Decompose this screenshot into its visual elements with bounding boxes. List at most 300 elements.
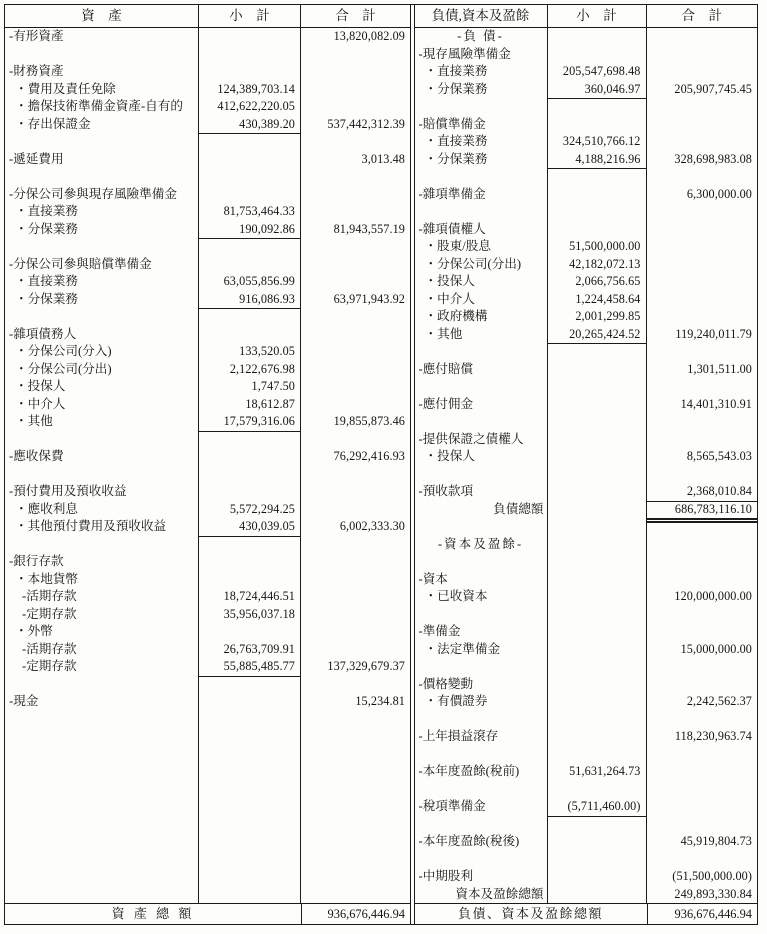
total-cell xyxy=(647,256,758,274)
total-cell xyxy=(301,781,410,799)
table-row xyxy=(415,606,758,624)
subtotal-cell: 18,724,446.51 xyxy=(199,588,301,606)
table-row xyxy=(415,361,758,379)
table-row xyxy=(5,378,410,396)
total-cell: 1,301,511.00 xyxy=(687,361,752,376)
balance-sheet xyxy=(4,4,758,925)
total-cell xyxy=(647,308,758,326)
total-cell xyxy=(301,711,410,729)
total-cell xyxy=(647,413,758,431)
row-label-cell xyxy=(5,46,199,64)
total-cell: 537,442,312.39 xyxy=(327,116,405,131)
subtotal-cell xyxy=(199,308,301,326)
table-row xyxy=(415,326,758,344)
row-label-cell xyxy=(5,798,199,816)
table-row xyxy=(5,291,410,309)
table-row xyxy=(415,781,758,799)
subtotal-cell: 4,188,216.96 xyxy=(548,151,647,170)
total-cell xyxy=(647,46,758,64)
row-label-cell: ・分保公司(分出) xyxy=(415,256,548,274)
table-row xyxy=(415,431,758,449)
table-row xyxy=(415,868,758,886)
total-cell xyxy=(301,273,410,291)
total-cell xyxy=(301,238,410,256)
subtotal-cell xyxy=(199,781,301,799)
row-label-cell xyxy=(5,728,199,746)
table-row xyxy=(5,728,410,746)
subtotal-cell xyxy=(199,623,301,641)
table-row xyxy=(5,623,410,641)
total-cell: 137,329,679.37 xyxy=(327,659,405,673)
table-row xyxy=(5,781,410,799)
total-cell: 45,919,804.73 xyxy=(680,834,752,848)
row-label-cell: ・存出保證金 xyxy=(5,116,199,135)
subtotal-cell: 430,039.05 xyxy=(199,518,301,537)
table-row xyxy=(5,868,410,886)
row-label-cell: ・本地貨幣 xyxy=(5,571,199,589)
row-label-cell: ・擔保技術準備金資產-自有的 xyxy=(5,98,199,116)
total-cell xyxy=(301,378,410,396)
table-row xyxy=(5,343,410,361)
table-row xyxy=(415,588,758,606)
table-row xyxy=(415,553,758,571)
subtotal-cell xyxy=(548,518,647,536)
subtotal-cell xyxy=(199,728,301,746)
subtotal-cell: 412,622,220.05 xyxy=(199,98,301,116)
row-label-cell: -本年度盈餘(稅前) xyxy=(415,763,548,781)
subtotal-cell xyxy=(548,658,647,676)
subtotal-cell xyxy=(548,746,647,764)
total-cell xyxy=(301,833,410,851)
total-cell xyxy=(301,431,410,449)
row-label-cell: -分保公司參與賠償準備金 xyxy=(5,256,199,274)
total-cell: 118,230,963.74 xyxy=(674,729,752,743)
table-row xyxy=(5,273,410,291)
table-row xyxy=(5,553,410,571)
table-row xyxy=(5,886,410,904)
table-row xyxy=(5,98,410,116)
row-label-cell: ・直接業務 xyxy=(415,63,548,81)
subtotal-cell: 190,092.86 xyxy=(199,221,301,240)
subtotal-cell xyxy=(199,536,301,554)
total-cell xyxy=(647,116,758,134)
subtotal-cell: 360,046.97 xyxy=(548,81,647,100)
row-label-cell xyxy=(415,781,548,799)
subtotal-cell xyxy=(199,431,301,449)
row-label-cell: -應付佣金 xyxy=(415,396,548,414)
table-row xyxy=(5,466,410,484)
table-row xyxy=(415,28,758,46)
total-cell: 328,698,983.08 xyxy=(674,151,752,166)
subtotal-cell xyxy=(548,606,647,624)
total-cell xyxy=(301,588,410,606)
subtotal-cell xyxy=(199,833,301,851)
row-label-cell xyxy=(415,466,548,484)
row-label-cell: ・分保公司(分入) xyxy=(5,343,199,361)
row-label-cell: -資本及盈餘- xyxy=(415,536,548,554)
assets-subtotal-column-header: 小 計 xyxy=(199,5,301,27)
table-row xyxy=(5,448,410,466)
table-row xyxy=(5,46,410,64)
total-cell xyxy=(301,256,410,274)
table-row xyxy=(5,833,410,851)
table-row xyxy=(415,641,758,659)
row-label-cell: -雜項債務人 xyxy=(5,326,199,344)
subtotal-cell xyxy=(199,483,301,501)
subtotal-cell xyxy=(199,168,301,186)
table-row xyxy=(415,571,758,589)
total-cell xyxy=(647,623,758,641)
table-row xyxy=(415,711,758,729)
total-cell xyxy=(647,221,758,239)
total-cell xyxy=(647,798,758,817)
total-cell xyxy=(647,63,758,81)
table-row xyxy=(5,746,410,764)
subtotal-cell xyxy=(199,63,301,81)
subtotal-cell xyxy=(548,728,647,746)
row-label-cell xyxy=(5,851,199,869)
table-row xyxy=(415,851,758,869)
table-row xyxy=(415,378,758,396)
table-row xyxy=(415,448,758,466)
subtotal-cell xyxy=(548,116,647,134)
subtotal-cell: 124,389,703.14 xyxy=(199,81,301,99)
liabilities-equity-table xyxy=(414,5,758,924)
row-label-cell xyxy=(5,868,199,886)
subtotal-cell xyxy=(548,448,647,466)
row-label-cell xyxy=(415,98,548,116)
row-label-cell: 資本及盈餘總額 xyxy=(415,886,548,904)
table-row xyxy=(415,308,758,326)
total-cell xyxy=(647,606,758,624)
table-row xyxy=(5,641,410,659)
subtotal-cell xyxy=(548,343,647,361)
total-cell xyxy=(301,501,410,519)
table-row xyxy=(5,133,410,151)
total-cell xyxy=(301,676,410,694)
assets-column-header: 資 產 xyxy=(5,5,199,27)
row-label-cell: -有形資產 xyxy=(5,28,199,46)
subtotal-cell xyxy=(199,28,301,46)
subtotal-cell: 81,753,464.33 xyxy=(199,203,301,221)
table-row xyxy=(415,273,758,291)
total-cell xyxy=(301,98,410,116)
table-row xyxy=(5,658,410,676)
subtotal-cell xyxy=(548,221,647,239)
row-label-cell xyxy=(5,676,199,694)
subtotal-cell xyxy=(199,326,301,344)
total-cell: 3,013.48 xyxy=(361,151,405,166)
row-label-cell xyxy=(5,168,199,186)
table-row xyxy=(415,63,758,81)
subtotal-cell xyxy=(548,186,647,204)
row-label-cell xyxy=(5,536,199,554)
total-cell: 2,242,562.37 xyxy=(686,694,752,708)
subtotal-cell xyxy=(199,798,301,816)
table-row xyxy=(5,151,410,169)
total-cell xyxy=(647,851,758,869)
total-cell xyxy=(647,763,758,781)
total-cell: 81,943,557.19 xyxy=(333,221,405,236)
total-cell xyxy=(301,483,410,501)
row-label-cell: -遞延費用 xyxy=(5,151,199,169)
row-label-cell xyxy=(415,518,548,536)
total-cell xyxy=(647,168,758,186)
table-row xyxy=(5,63,410,81)
total-cell xyxy=(647,746,758,764)
subtotal-cell xyxy=(199,816,301,834)
total-cell xyxy=(301,46,410,64)
total-cell xyxy=(647,518,758,536)
total-cell xyxy=(647,466,758,484)
subtotal-cell xyxy=(548,623,647,641)
subtotal-cell: 42,182,072.13 xyxy=(548,256,647,274)
total-cell xyxy=(647,28,758,46)
total-cell xyxy=(301,623,410,641)
row-label-cell: -現存風險準備金 xyxy=(415,46,548,64)
table-row xyxy=(415,798,758,816)
table-row xyxy=(5,413,410,431)
row-label-cell: ・直接業務 xyxy=(415,133,548,151)
total-cell xyxy=(301,133,410,151)
row-label-cell xyxy=(415,746,548,764)
subtotal-cell xyxy=(548,413,647,431)
row-label-cell: 負債總額 xyxy=(415,501,548,524)
subtotal-cell: 916,086.93 xyxy=(199,291,301,310)
subtotal-cell: 51,631,264.73 xyxy=(548,763,647,781)
total-cell xyxy=(647,658,758,676)
table-row xyxy=(415,466,758,484)
total-cell xyxy=(647,571,758,589)
liabilities-grand-total-row xyxy=(415,903,758,925)
total-cell xyxy=(301,466,410,484)
total-cell xyxy=(301,168,410,186)
table-row xyxy=(415,116,758,134)
subtotal-cell: 1,224,458.64 xyxy=(548,291,647,309)
table-row xyxy=(415,536,758,554)
row-label-cell: ・分保公司(分出) xyxy=(5,361,199,379)
row-label-cell: ・有價證券 xyxy=(415,693,548,711)
subtotal-cell xyxy=(199,851,301,869)
row-label-cell: ・中介人 xyxy=(5,396,199,414)
table-row xyxy=(415,728,758,746)
total-cell xyxy=(301,81,410,99)
table-row xyxy=(415,413,758,431)
table-row xyxy=(5,326,410,344)
subtotal-cell: 5,572,294.25 xyxy=(199,501,301,519)
row-label-cell xyxy=(5,763,199,781)
row-label-cell: -銀行存款 xyxy=(5,553,199,571)
total-cell xyxy=(301,571,410,589)
row-label-cell: -雜項債權人 xyxy=(415,221,548,239)
total-cell: 8,565,543.03 xyxy=(686,449,752,463)
table-row xyxy=(5,693,410,711)
total-cell xyxy=(647,203,758,221)
table-row xyxy=(415,203,758,221)
table-row xyxy=(415,238,758,256)
subtotal-cell: (5,711,460.00) xyxy=(548,798,647,817)
liabilities-rows xyxy=(415,28,758,903)
row-label-cell: ・應收利息 xyxy=(5,501,199,519)
row-label-cell xyxy=(5,238,199,256)
subtotal-cell: 205,547,698.48 xyxy=(548,63,647,81)
total-cell xyxy=(647,98,758,116)
table-row xyxy=(5,763,410,781)
table-row xyxy=(415,676,758,694)
subtotal-cell xyxy=(548,361,647,379)
total-cell: 14,401,310.91 xyxy=(680,396,752,411)
assets-grand-total-label: 資 產 總 額 xyxy=(5,904,302,924)
total-cell xyxy=(301,396,410,414)
total-cell xyxy=(301,308,410,326)
subtotal-cell xyxy=(199,571,301,589)
row-label-cell: ・直接業務 xyxy=(5,273,199,291)
subtotal-cell xyxy=(548,886,647,904)
table-row xyxy=(415,168,758,186)
table-row xyxy=(5,28,410,46)
row-label-cell xyxy=(415,413,548,431)
table-row xyxy=(415,256,758,274)
subtotal-cell: 2,122,676.98 xyxy=(199,361,301,379)
row-label-cell: ・費用及責任免除 xyxy=(5,81,199,99)
table-row xyxy=(5,186,410,204)
subtotal-cell xyxy=(548,46,647,64)
subtotal-cell xyxy=(199,448,301,466)
row-label-cell: ・分保業務 xyxy=(415,81,548,100)
row-label-cell xyxy=(415,203,548,221)
table-row xyxy=(415,658,758,676)
row-label-cell xyxy=(415,851,548,869)
table-row xyxy=(5,676,410,694)
total-cell: 2,368,010.84 xyxy=(647,483,758,502)
liabilities-total-column-header: 合 計 xyxy=(681,8,722,23)
subtotal-cell xyxy=(199,746,301,764)
row-label-cell xyxy=(415,711,548,729)
row-label-cell: -本年度盈餘(稅後) xyxy=(415,833,548,851)
subtotal-cell xyxy=(199,711,301,729)
table-row xyxy=(415,133,758,151)
total-cell: 686,783,116.10 xyxy=(647,501,758,524)
subtotal-cell xyxy=(548,483,647,502)
total-cell xyxy=(647,238,758,256)
row-label-cell xyxy=(5,816,199,834)
subtotal-cell: 51,500,000.00 xyxy=(548,238,647,256)
table-row xyxy=(415,518,758,536)
assets-total-column-header: 合 計 xyxy=(335,8,376,23)
table-row xyxy=(415,501,758,519)
total-cell: 15,234.81 xyxy=(355,694,405,708)
table-row xyxy=(415,186,758,204)
table-row xyxy=(415,46,758,64)
total-cell xyxy=(647,816,758,834)
total-cell xyxy=(301,361,410,379)
row-label-cell xyxy=(5,431,199,449)
subtotal-cell xyxy=(199,886,301,904)
subtotal-cell xyxy=(199,238,301,256)
total-cell: 63,971,943.92 xyxy=(333,291,405,306)
total-cell xyxy=(301,851,410,869)
row-label-cell: ・中介人 xyxy=(415,291,548,309)
row-label-cell: -現金 xyxy=(5,693,199,711)
row-label-cell: ・其他預付費用及預收收益 xyxy=(5,518,199,537)
table-row xyxy=(415,833,758,851)
liabilities-grand-total-value: 936,676,446.94 xyxy=(674,907,752,921)
row-label-cell: -定期存款 xyxy=(5,658,199,677)
total-cell xyxy=(301,606,410,624)
table-row xyxy=(5,816,410,834)
subtotal-cell xyxy=(199,133,301,151)
table-row xyxy=(5,203,410,221)
assets-grand-total-value: 936,676,446.94 xyxy=(327,907,405,921)
table-row xyxy=(5,518,410,536)
table-row xyxy=(5,116,410,134)
table-row xyxy=(415,81,758,99)
row-label-cell xyxy=(415,658,548,676)
total-cell xyxy=(647,536,758,554)
total-cell xyxy=(647,676,758,694)
subtotal-cell: 17,579,316.06 xyxy=(199,413,301,432)
subtotal-cell xyxy=(548,536,647,554)
row-label-cell: -中期股利 xyxy=(415,868,548,886)
table-row xyxy=(415,746,758,764)
table-row xyxy=(415,396,758,414)
row-label-cell: ・外幣 xyxy=(5,623,199,641)
row-label-cell: -活期存款 xyxy=(5,641,199,659)
total-cell xyxy=(301,536,410,554)
row-label-cell xyxy=(5,466,199,484)
row-label-cell: ・分保業務 xyxy=(415,151,548,170)
liabilities-column-header: 負債,資本及盈餘 xyxy=(415,5,548,27)
row-label-cell: -活期存款 xyxy=(5,588,199,606)
subtotal-cell xyxy=(199,186,301,204)
row-label-cell: ・政府機構 xyxy=(415,308,548,326)
total-cell xyxy=(301,868,410,886)
table-row xyxy=(415,763,758,781)
subtotal-cell xyxy=(548,378,647,396)
subtotal-cell: 20,265,424.52 xyxy=(548,326,647,345)
row-label-cell xyxy=(415,606,548,624)
table-row xyxy=(5,606,410,624)
total-cell xyxy=(301,798,410,816)
subtotal-cell xyxy=(548,571,647,589)
total-cell xyxy=(301,641,410,659)
table-row xyxy=(5,308,410,326)
total-cell xyxy=(301,746,410,764)
subtotal-cell: 26,763,709.91 xyxy=(199,641,301,659)
table-row xyxy=(415,291,758,309)
row-label-cell xyxy=(5,308,199,326)
row-label-cell: ・投保人 xyxy=(415,273,548,291)
row-label-cell: -賠償準備金 xyxy=(415,116,548,134)
subtotal-cell xyxy=(548,28,647,46)
row-label-cell: ・分保業務 xyxy=(5,291,199,310)
total-cell xyxy=(647,553,758,571)
subtotal-cell: 324,510,766.12 xyxy=(548,133,647,151)
subtotal-cell xyxy=(199,693,301,711)
subtotal-cell xyxy=(548,816,647,834)
subtotal-cell xyxy=(199,676,301,694)
total-cell xyxy=(301,728,410,746)
total-cell xyxy=(647,291,758,309)
subtotal-cell xyxy=(548,431,647,449)
table-row xyxy=(5,711,410,729)
subtotal-cell xyxy=(548,711,647,729)
subtotal-cell xyxy=(548,588,647,606)
row-label-cell xyxy=(5,833,199,851)
total-cell xyxy=(301,63,410,81)
subtotal-cell xyxy=(548,781,647,799)
row-label-cell: -應收保費 xyxy=(5,448,199,466)
